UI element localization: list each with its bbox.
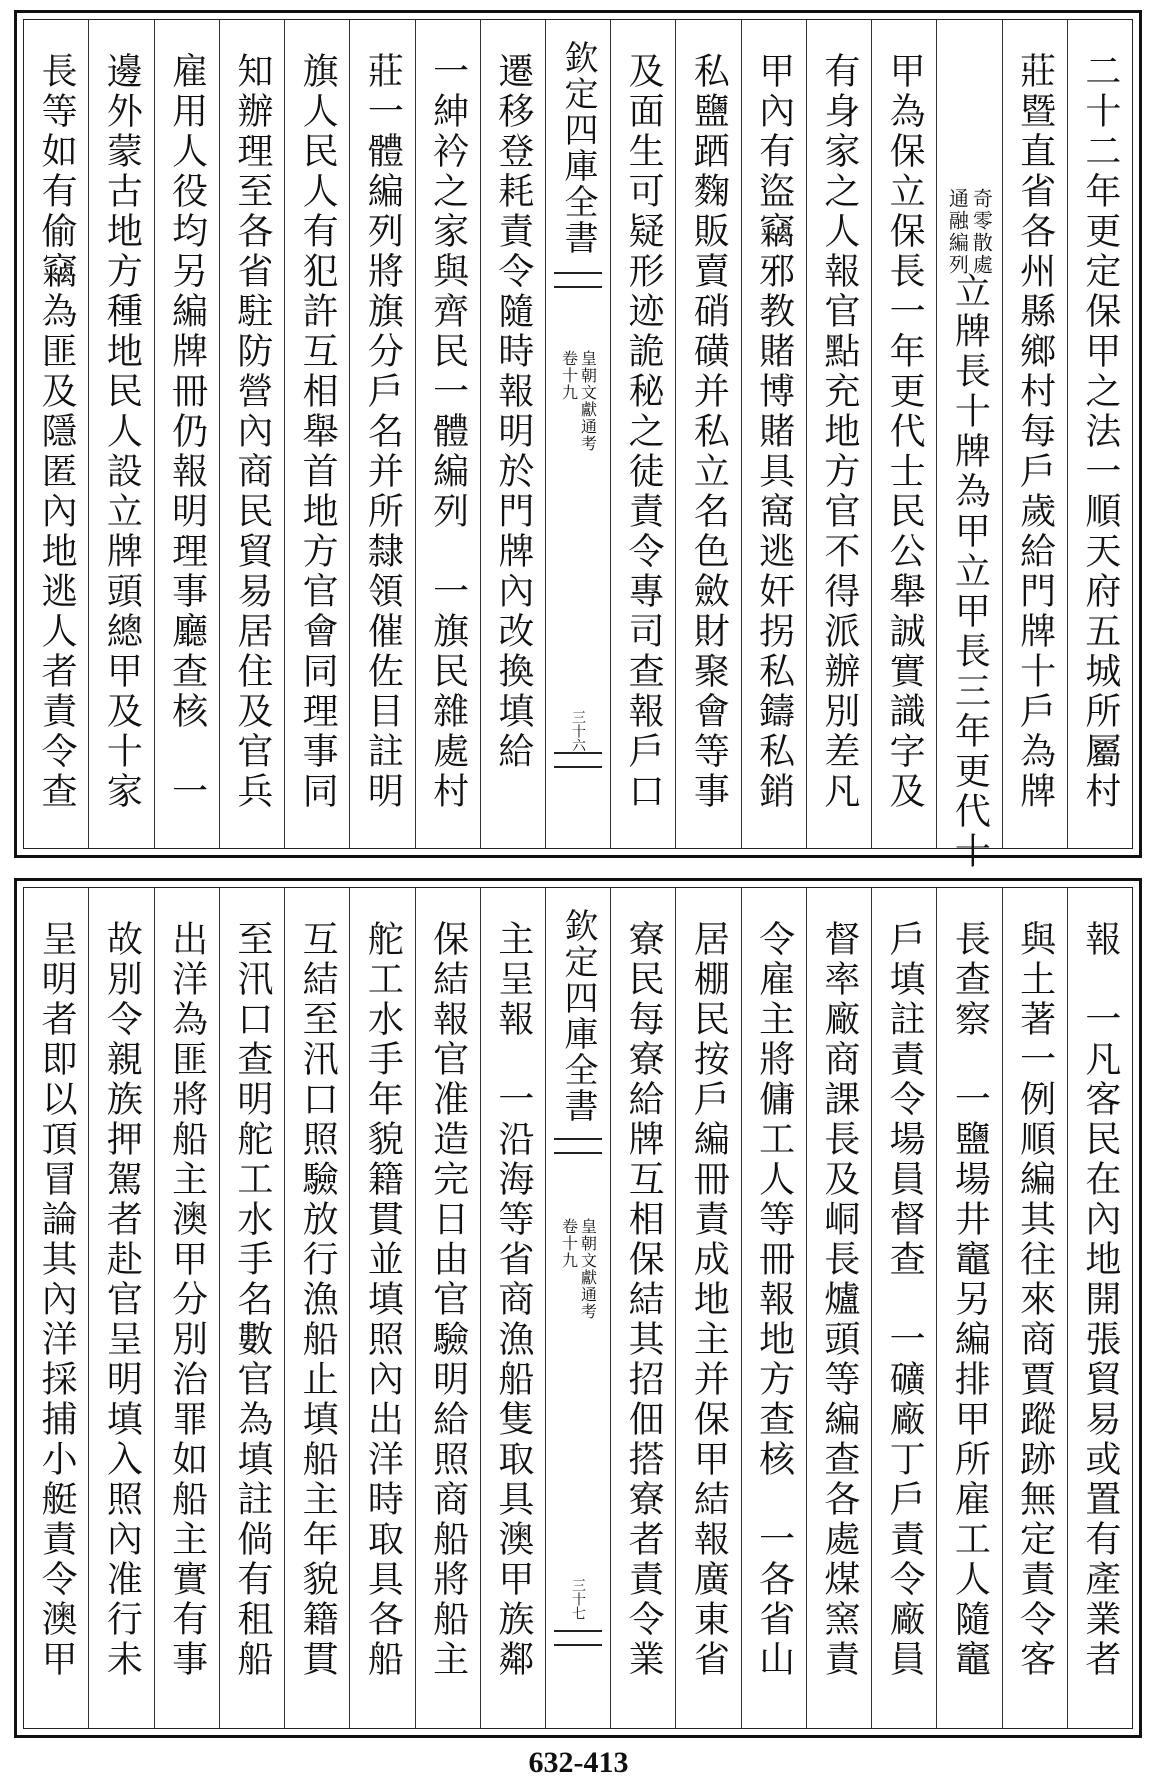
column-text: 與土著一例順編其往來商賈蹤跡無定責令客 bbox=[1014, 920, 1056, 1680]
column-text: 居棚民按戶編冊責成地主并保甲結報廣東省 bbox=[688, 920, 730, 1680]
text-column bbox=[480, 888, 545, 1728]
volume-label: 卷十九 bbox=[559, 350, 579, 401]
column-text: 莊一體編列將旗分戶名并所隸領催佐目註明 bbox=[362, 52, 404, 812]
page-number: 三十六 bbox=[570, 710, 586, 752]
column-text: 督率廠商課長及峒長爐頭等編查各處煤窯責 bbox=[818, 920, 860, 1680]
top-columns bbox=[24, 20, 1132, 872]
text-column bbox=[415, 20, 480, 848]
column-text: 及面生可疑形迹詭秘之徒責令專司查報戶口 bbox=[623, 52, 665, 812]
text-column bbox=[284, 20, 349, 848]
column-text: 私鹽跴麴販賣硝磺并私立名色斂財聚會等事 bbox=[688, 52, 730, 812]
text-column bbox=[1002, 888, 1067, 1728]
column-text: 有身家之人報官點充地方官不得派辦別差凡 bbox=[818, 52, 860, 812]
book-title: 欽定四庫全書 bbox=[558, 40, 598, 256]
center-fold-strip bbox=[545, 20, 610, 848]
text-column bbox=[806, 888, 871, 1728]
text-column bbox=[349, 888, 414, 1728]
text-column bbox=[1002, 20, 1067, 848]
column-text: 遷移登耗責令隨時報明於門牌內改換填給 bbox=[492, 52, 534, 772]
column-text: 立牌長十牌為甲立甲長三年更代十 bbox=[949, 272, 991, 872]
dual-note-right: 奇零散處 bbox=[969, 188, 994, 276]
text-column bbox=[610, 888, 675, 1728]
column-text: 知辦理至各省駐防營內商民貿易居住及官兵 bbox=[231, 52, 273, 812]
column-text: 出洋為匪將船主澳甲分別治罪如船主實有事 bbox=[166, 920, 208, 1680]
column-text: 甲內有盜竊邪教賭博賭具窩逃奸拐私鑄私銷 bbox=[753, 52, 795, 812]
column-text: 一紳衿之家與齊民一體編列 一旗民雜處村 bbox=[427, 52, 469, 812]
column-text: 故別令親族押駕者赴官呈明填入照內准行未 bbox=[101, 920, 143, 1680]
bottom-columns bbox=[24, 888, 1132, 1728]
column-text: 戶填註責令場員督查 一礦廠丁戶責令廠員 bbox=[884, 920, 926, 1680]
text-column bbox=[1067, 888, 1132, 1728]
column-text: 甲為保立保長一年更代士民公舉誠實識字及 bbox=[884, 52, 926, 812]
text-column bbox=[741, 20, 806, 848]
column-text: 雇用人役均另編牌冊仍報明理事廳查核 一 bbox=[166, 52, 208, 812]
sub-title: 皇朝文獻通考 bbox=[578, 350, 598, 452]
scan-page-reference: 632-413 bbox=[528, 1746, 629, 1779]
column-text: 互結至汛口照驗放行漁船止填船主年貌籍貫 bbox=[297, 920, 339, 1680]
text-column bbox=[675, 20, 740, 848]
fish-tail-mark bbox=[554, 272, 602, 288]
page-number: 三十七 bbox=[570, 1578, 586, 1620]
dual-note bbox=[945, 188, 994, 276]
column-text: 主呈報 一沿海等省商漁船隻取具澳甲族鄰 bbox=[492, 920, 534, 1680]
text-column bbox=[610, 20, 675, 848]
text-column bbox=[219, 20, 284, 848]
text-column bbox=[1067, 20, 1132, 848]
text-column bbox=[480, 20, 545, 848]
text-column bbox=[24, 20, 88, 848]
fish-tail-mark bbox=[554, 752, 602, 768]
volume-label: 卷十九 bbox=[559, 1218, 579, 1269]
column-text: 保結報官准造完日由官驗明給照商船將船主 bbox=[427, 920, 469, 1680]
text-column bbox=[741, 888, 806, 1728]
text-column bbox=[219, 888, 284, 1728]
column-text: 至汛口查明舵工水手名數官為填註倘有租船 bbox=[231, 920, 273, 1680]
column-text: 長等如有偷竊為匪及隱匿內地逃人者責令查 bbox=[36, 52, 78, 812]
top-page-frame bbox=[23, 19, 1133, 872]
book-title: 欽定四庫全書 bbox=[558, 908, 598, 1124]
column-text: 報 一凡客民在內地開張貿易或置有產業者 bbox=[1079, 920, 1121, 1680]
text-column bbox=[154, 888, 219, 1728]
text-column bbox=[871, 20, 936, 848]
column-text: 邊外蒙古地方種地民人設立牌頭總甲及十家 bbox=[101, 52, 143, 812]
text-column bbox=[24, 888, 88, 1728]
source-label bbox=[561, 350, 596, 452]
column-text: 旗人民人有犯許互相舉首地方官會同理事同 bbox=[297, 52, 339, 812]
fish-tail-mark bbox=[554, 1138, 602, 1154]
column-text: 寮民每寮給牌互相保結其招佃搭寮者責令業 bbox=[623, 920, 665, 1680]
column-text: 令雇主將傭工人等冊報地方查核 一各省山 bbox=[753, 920, 795, 1680]
column-text: 莊暨直省各州縣鄉村每戶歲給門牌十戶為牌 bbox=[1014, 52, 1056, 812]
text-column bbox=[675, 888, 740, 1728]
source-label bbox=[561, 1218, 596, 1320]
text-column bbox=[936, 888, 1001, 1728]
top-page bbox=[14, 10, 1142, 872]
column-text: 舵工水手年貌籍貫並填照內出洋時取具各船 bbox=[362, 920, 404, 1680]
text-column bbox=[88, 20, 153, 848]
column-text: 呈明者即以頂冒論其內洋採捕小艇責令澳甲 bbox=[36, 920, 78, 1680]
center-fold-strip bbox=[545, 888, 610, 1728]
text-column bbox=[154, 20, 219, 848]
text-column bbox=[415, 888, 480, 1728]
dual-note-left: 通融編列 bbox=[945, 188, 970, 276]
text-column bbox=[349, 20, 414, 848]
column-text: 二十二年更定保甲之法一順天府五城所屬村 bbox=[1079, 52, 1121, 812]
text-column bbox=[871, 888, 936, 1728]
bottom-page bbox=[14, 878, 1142, 1738]
text-column bbox=[88, 888, 153, 1728]
text-column bbox=[284, 888, 349, 1728]
bottom-page-frame bbox=[23, 887, 1133, 1729]
column-text: 長查察 一鹽場井竈另編排甲所雇工人隨竈 bbox=[949, 920, 991, 1680]
text-column bbox=[806, 20, 871, 848]
fish-tail-mark bbox=[554, 1630, 602, 1646]
sub-title: 皇朝文獻通考 bbox=[578, 1218, 598, 1320]
text-column bbox=[936, 20, 1001, 872]
